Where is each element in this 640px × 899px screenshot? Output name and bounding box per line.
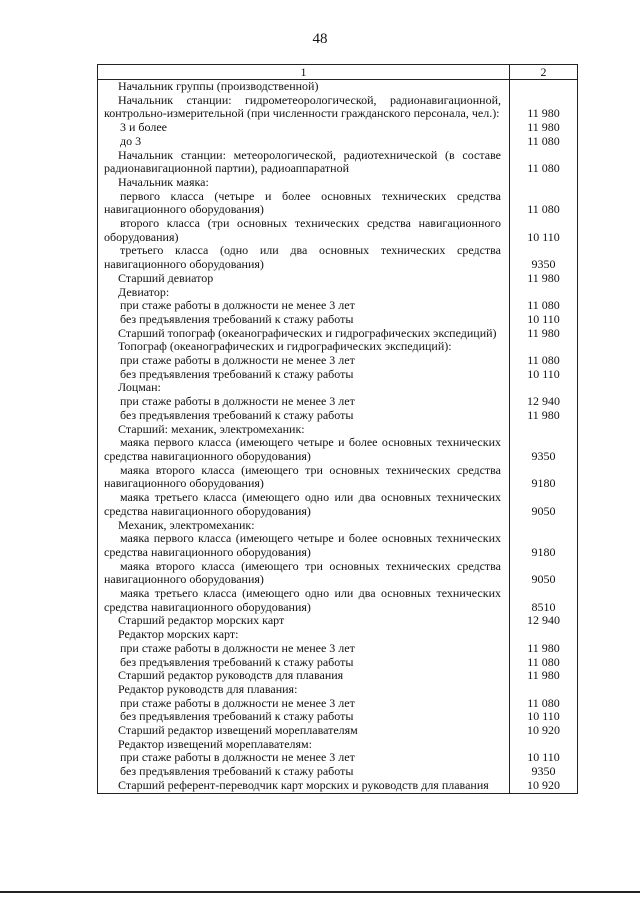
- position-title: при стаже работы в должности не менее 3 лет: [98, 395, 510, 409]
- salary-table: [97, 64, 578, 794]
- salary-value: 10 110: [510, 217, 578, 244]
- position-title: без предъявления требований к стажу работы: [98, 313, 510, 327]
- position-title: второго класса (три основных технических средства навигационного оборудования): [98, 217, 510, 244]
- table-row: [98, 149, 578, 176]
- position-title: без предъявления требований к стажу работы: [98, 656, 510, 670]
- table-row: [98, 697, 578, 711]
- table-row: [98, 327, 578, 341]
- page-number: 48: [312, 31, 328, 47]
- position-title: Топограф (океанографических и гидрографических экспедиций):: [98, 340, 510, 354]
- table-row: [98, 614, 578, 628]
- position-title: маяка второго класса (имеющего три основных технических средства навигационного оборудования): [98, 464, 510, 491]
- table-row: [98, 587, 578, 614]
- table-row: [98, 395, 578, 409]
- salary-value: [510, 176, 578, 190]
- salary-value: [510, 286, 578, 300]
- salary-value: 9350: [510, 436, 578, 463]
- salary-value: 11 980: [510, 94, 578, 121]
- column-header-salary: 2: [510, 65, 578, 80]
- salary-value: 9050: [510, 560, 578, 587]
- table-row: [98, 710, 578, 724]
- table-row: [98, 464, 578, 491]
- table-header: [98, 65, 578, 80]
- position-title: Начальник маяка:: [98, 176, 510, 190]
- salary-value: 11 080: [510, 354, 578, 368]
- salary-value: 10 110: [510, 368, 578, 382]
- position-title: при стаже работы в должности не менее 3 лет: [98, 697, 510, 711]
- table-row: [98, 423, 578, 437]
- table-row: [98, 121, 578, 135]
- salary-value: 10 110: [510, 313, 578, 327]
- salary-value: [510, 628, 578, 642]
- position-title: Старший девиатор: [98, 272, 510, 286]
- position-title: Старший: механик, электромеханик:: [98, 423, 510, 437]
- salary-value: 10 920: [510, 724, 578, 738]
- position-title: Начальник группы (производственной): [98, 80, 510, 94]
- salary-value: 9350: [510, 765, 578, 779]
- salary-value: 12 940: [510, 395, 578, 409]
- column-header-position: 1: [98, 65, 510, 80]
- salary-value: 9350: [510, 244, 578, 271]
- position-title: Старший редактор руководств для плавания: [98, 669, 510, 683]
- position-title: Старший редактор морских карт: [98, 614, 510, 628]
- position-title: Старший редактор извещений мореплавателям: [98, 724, 510, 738]
- position-title: без предъявления требований к стажу работы: [98, 368, 510, 382]
- position-title: без предъявления требований к стажу работы: [98, 710, 510, 724]
- position-title: маяка второго класса (имеющего три основных технических средства навигационного оборудования): [98, 560, 510, 587]
- table-row: [98, 409, 578, 423]
- table-row: [98, 683, 578, 697]
- salary-value: [510, 683, 578, 697]
- position-title: Начальник станции: гидрометеорологической, радионавигационной, контрольно-измерительной (при численности гражданского персонала, чел.):: [98, 94, 510, 121]
- table-row: [98, 354, 578, 368]
- table-row: [98, 628, 578, 642]
- position-title: Редактор руководств для плавания:: [98, 683, 510, 697]
- position-title: при стаже работы в должности не менее 3 лет: [98, 642, 510, 656]
- salary-value: 10 920: [510, 779, 578, 793]
- salary-value: 12 940: [510, 614, 578, 628]
- position-title: Редактор морских карт:: [98, 628, 510, 642]
- salary-value: [510, 738, 578, 752]
- salary-value: [510, 80, 578, 94]
- position-title: третьего класса (одно или два основных технических средства навигационного оборудования): [98, 244, 510, 271]
- position-title: при стаже работы в должности не менее 3 лет: [98, 354, 510, 368]
- position-title: маяка третьего класса (имеющего одно или два основных технических средства навигационного оборудования): [98, 587, 510, 614]
- position-title: маяка первого класса (имеющего четыре и более основных технических средства навигационного оборудования): [98, 436, 510, 463]
- table-row: [98, 642, 578, 656]
- position-title: при стаже работы в должности не менее 3 лет: [98, 751, 510, 765]
- table-row: [98, 519, 578, 533]
- position-title: при стаже работы в должности не менее 3 лет: [98, 299, 510, 313]
- position-title: Старший топограф (океанографических и гидрографических экспедиций): [98, 327, 510, 341]
- table-row: [98, 313, 578, 327]
- table-row: [98, 381, 578, 395]
- salary-value: [510, 519, 578, 533]
- table-row: [98, 738, 578, 752]
- table-row: [98, 176, 578, 190]
- position-title: Старший референт-переводчик карт морских и руководств для плавания: [98, 779, 510, 793]
- salary-value: [510, 381, 578, 395]
- table-row: [98, 436, 578, 463]
- table-row: [98, 272, 578, 286]
- salary-value: 11 980: [510, 642, 578, 656]
- position-title: без предъявления требований к стажу работы: [98, 409, 510, 423]
- table-row: [98, 135, 578, 149]
- salary-value: 11 980: [510, 327, 578, 341]
- position-title: маяка первого класса (имеющего четыре и более основных технических средства навигационного оборудования): [98, 532, 510, 559]
- salary-value: 10 110: [510, 751, 578, 765]
- table-row: [98, 217, 578, 244]
- bottom-border-line: [0, 891, 640, 893]
- table-row: [98, 80, 578, 94]
- salary-value: 8510: [510, 587, 578, 614]
- salary-value: 11 980: [510, 669, 578, 683]
- position-title: Редактор извещений мореплавателям:: [98, 738, 510, 752]
- table-row: [98, 368, 578, 382]
- table-row: [98, 751, 578, 765]
- salary-value: 11 080: [510, 135, 578, 149]
- salary-value: 11 080: [510, 149, 578, 176]
- salary-value: 11 980: [510, 409, 578, 423]
- salary-value: 10 110: [510, 710, 578, 724]
- table-row: [98, 765, 578, 779]
- salary-value: 11 980: [510, 121, 578, 135]
- salary-value: 11 080: [510, 299, 578, 313]
- salary-value: [510, 423, 578, 437]
- position-title: 3 и более: [98, 121, 510, 135]
- table-row: [98, 286, 578, 300]
- position-title: до 3: [98, 135, 510, 149]
- table-row: [98, 669, 578, 683]
- salary-value: 9180: [510, 532, 578, 559]
- table-row: [98, 299, 578, 313]
- salary-value: 11 080: [510, 656, 578, 670]
- salary-value: 11 080: [510, 190, 578, 217]
- table-header-row: [98, 65, 578, 80]
- position-title: Начальник станции: метеорологической, радиотехнической (в составе радионавигационной партии), радиоаппаратной: [98, 149, 510, 176]
- table-body: [98, 80, 578, 794]
- table-row: [98, 779, 578, 793]
- position-title: Лоцман:: [98, 381, 510, 395]
- salary-value: [510, 340, 578, 354]
- table-row: [98, 244, 578, 271]
- table-row: [98, 560, 578, 587]
- salary-value: 11 980: [510, 272, 578, 286]
- salary-value: 9050: [510, 491, 578, 518]
- position-title: маяка третьего класса (имеющего одно или два основных технических средства навигационного оборудования): [98, 491, 510, 518]
- position-title: Девиатор:: [98, 286, 510, 300]
- table-row: [98, 94, 578, 121]
- table-row: [98, 656, 578, 670]
- salary-value: 9180: [510, 464, 578, 491]
- table-row: [98, 724, 578, 738]
- table-row: [98, 532, 578, 559]
- table-row: [98, 491, 578, 518]
- position-title: Механик, электромеханик:: [98, 519, 510, 533]
- salary-value: 11 080: [510, 697, 578, 711]
- table-row: [98, 340, 578, 354]
- table-row: [98, 190, 578, 217]
- position-title: первого класса (четыре и более основных технических средства навигационного оборудования): [98, 190, 510, 217]
- position-title: без предъявления требований к стажу работы: [98, 765, 510, 779]
